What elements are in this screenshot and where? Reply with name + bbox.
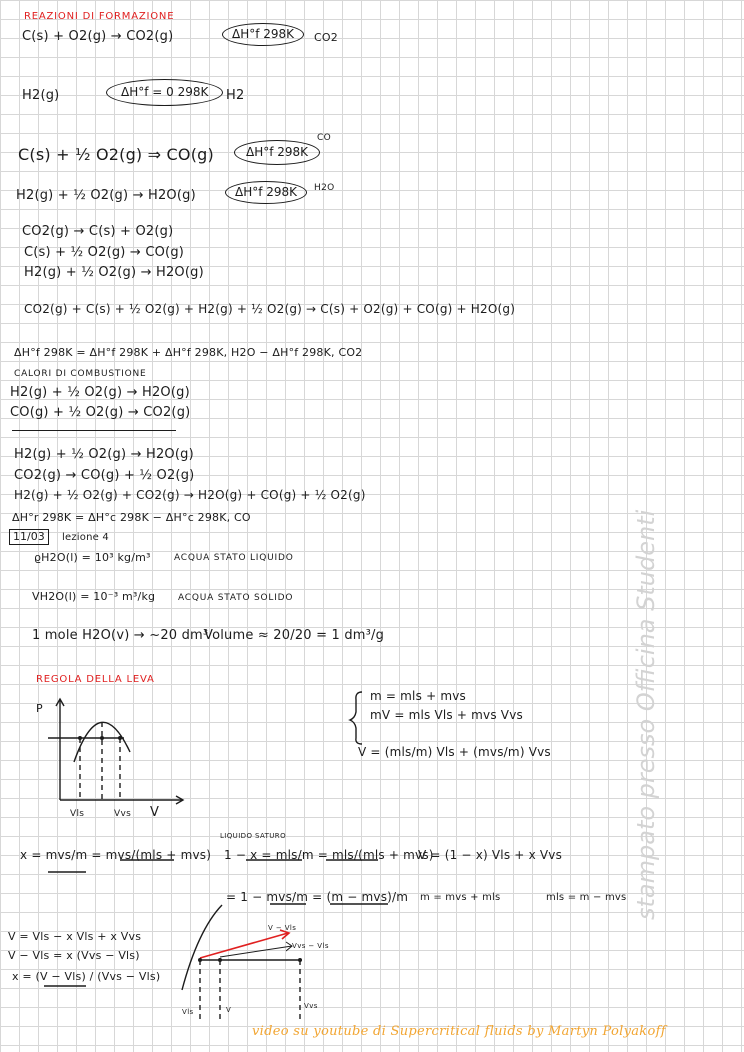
red-arrow	[200, 933, 288, 958]
label-water-solid: ACQUA STATO SOLIDO	[178, 593, 294, 603]
v-equation-2: V − Vls = x (Vvs − Vls)	[8, 949, 140, 962]
volume-ratio: Volume ≈ 20/20 = 1 dm³/g	[204, 628, 385, 643]
equation-h2: H2(g)	[22, 88, 60, 103]
axis-label-v: V	[150, 805, 160, 820]
diagram2-label-vvs-vls: Vvs − Vls	[292, 942, 329, 950]
mole-volume: 1 mole H2O(v) → ~20 dm³	[32, 628, 209, 643]
quality-definition: x = mvs/m = mvs/(mls + mvs)	[20, 848, 212, 862]
enthalpy-oval-h2o: ΔH°f 298K	[225, 181, 307, 204]
density-liquid: ϱH2O(l) = 10³ kg/m³	[34, 551, 151, 564]
x-equation: x = (V − Vls) / (Vvs − Vls)	[12, 970, 161, 983]
combustion-h2-repeat: H2(g) + ½ O2(g) → H2O(g)	[14, 447, 194, 462]
equation-co-step: C(s) + ½ O2(g) → CO(g)	[24, 245, 185, 260]
date-box: 11/03	[9, 529, 49, 545]
equation-co-formation: C(s) + ½ O2(g) ⇒ CO(g)	[18, 145, 214, 164]
diagram2-curve	[182, 905, 222, 990]
combustion-co2-reverse: CO2(g) → CO(g) + ½ O2(g)	[14, 468, 195, 483]
reaction-enthalpy: ΔH°r 298K = ΔH°c 298K − ΔH°c 298K, CO	[12, 511, 251, 524]
label-liquido-saturo: LIQUIDO SATURO	[220, 832, 286, 840]
label-h2: H2	[226, 88, 245, 103]
watermark: stampato presso Officina Studenti	[632, 509, 660, 920]
heading-combustione: CALORI DI COMBUSTIONE	[14, 369, 147, 379]
system-eq-v: V = (mls/m) Vls + (mvs/m) Vvs	[358, 745, 551, 759]
system-brace	[350, 692, 362, 744]
label-water-liquid: ACQUA STATO LIQUIDO	[174, 553, 294, 563]
label-co2: CO2	[314, 31, 338, 44]
combustion-co: CO(g) + ½ O2(g) → CO2(g)	[10, 405, 191, 420]
label-co: CO	[317, 133, 331, 143]
combustion-h2: H2(g) + ½ O2(g) → H2O(g)	[10, 385, 190, 400]
diagram2-tick-v: V	[226, 1006, 232, 1014]
specific-volume-liquid: VH2O(l) = 10⁻³ m³/kg	[32, 590, 156, 603]
enthalpy-oval-co: ΔH°f 298K	[234, 140, 320, 165]
equation-h2o-formation: H2(g) + ½ O2(g) → H2O(g)	[16, 188, 196, 203]
equation-co2-formation: C(s) + O2(g) → CO2(g)	[22, 29, 174, 44]
tick-label-vvs: Vvs	[114, 809, 132, 819]
one-minus-x-expanded: = 1 − mvs/m = (m − mvs)/m	[226, 890, 409, 904]
enthalpy-oval-co2: ΔH°f 298K	[222, 23, 304, 46]
heading-leva: REGOLA DELLA LEVA	[36, 674, 155, 685]
footer-note: video su youtube di Supercritical fluids by Martyn Polyakoff	[252, 1024, 666, 1039]
axis-label-p: P	[36, 702, 43, 715]
heading-formazione: REAZIONI DI FORMAZIONE	[24, 11, 175, 22]
combustion-sum: H2(g) + ½ O2(g) + CO2(g) → H2O(g) + CO(g) + ½ O2(g)	[14, 488, 366, 502]
mass-relation-2: mls = m − mvs	[546, 892, 627, 903]
equation-co2-decomposition: CO2(g) → C(s) + O2(g)	[22, 224, 174, 239]
v-quality-formula: V = (1 − x) Vls + x Vvs	[418, 848, 563, 862]
diagram2-tick-vvs: Vvs	[304, 1002, 318, 1010]
label-h2o: H2O	[314, 183, 335, 193]
diagram2-label-v-vls: V − Vls	[268, 924, 297, 932]
tick-label-vls: Vls	[70, 809, 85, 819]
lesson-label: lezione 4	[62, 532, 109, 543]
diagram2-tick-vls: Vls	[182, 1008, 194, 1016]
equation-h2o-step: H2(g) + ½ O2(g) → H2O(g)	[24, 265, 204, 280]
mass-relation-1: m = mvs + mls	[420, 892, 501, 903]
system-eq-volume: mV = mls Vls + mvs Vvs	[370, 708, 523, 722]
v-equation-1: V = Vls − x Vls + x Vvs	[8, 930, 142, 943]
equation-sum: CO2(g) + C(s) + ½ O2(g) + H2(g) + ½ O2(g) → C(s) + O2(g) + CO(g) + H2O(g)	[24, 302, 516, 316]
enthalpy-balance: ΔH°f 298K = ΔH°f 298K + ΔH°f 298K, H2O − ΔH°f 298K, CO2	[14, 346, 363, 359]
one-minus-x: 1 − x = mls/m = mls/(mls + mvs)	[224, 848, 434, 862]
enthalpy-oval-h2: ΔH°f = 0 298K	[106, 79, 223, 106]
system-eq-mass: m = mls + mvs	[370, 689, 466, 703]
